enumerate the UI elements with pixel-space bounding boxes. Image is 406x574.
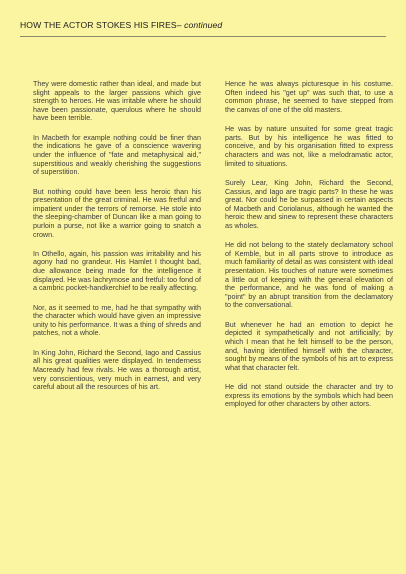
- page-title: HOW THE ACTOR STOKES HIS FIRES: [20, 20, 177, 30]
- paragraph: They were domestic rather than ideal, and made but slight appeals to the larger passions which give strength to heroes. He was irritable where he should have been passionate, querulous where he should have been terrible.: [33, 80, 201, 123]
- paragraph: He was by nature unsuited for some great tragic parts. But by his intelligence he was fitted to conceive, and by his organisation fitted to express characters and was not, like a melodramatic actor, limited to situations.: [225, 125, 393, 168]
- paragraph: In King John, Richard the Second, Iago and Cassius all his great qualities were displayed. In tenderness Macready had few rivals. He was a thorough artist, very conscientious, very much in earnest, and very careful about all the resources of his art.: [33, 348, 201, 392]
- right-column: [225, 80, 393, 409]
- paragraph: He did not stand outside the character and try to express its emotions by the symbols which had been employed for other characters by other actors.: [225, 383, 393, 409]
- paragraph: Surely Lear, King John, Richard the Second, Cassius, and Iago are tragic parts? In these he was great. Nor could he be surpassed in certain aspects of Macbeth and Coriolanus, although he wanted the heroic thew and sinew to represent these characters as wholes.: [225, 178, 393, 230]
- continued-label: – continued: [176, 20, 223, 30]
- page-header: [20, 20, 386, 30]
- left-column: [33, 80, 201, 392]
- paragraph: But nothing could have been less heroic than his presentation of the great criminal. He was fretful and impatient under the terrors of remorse. He stole into the sleeping-chamber of Duncan like a man going to purloin a purse, not like a warrior going to snatch a crown.: [33, 187, 201, 239]
- paragraph: In Othello, again, his passion was irritability and his agony had no grandeur. His Hamlet I thought bad, due allowance being made for the intelligence it displayed. He was lachrymose and fretful: too fond of a cambric pocket-handkerchief to be really affecting.: [33, 249, 201, 293]
- paragraph: In Macbeth for example nothing could be finer than the indications he gave of a conscience wavering under the influence of "fate and metaphysical aid," superstitious and weakly cherishing the suggestions of superstition.: [33, 133, 201, 177]
- paragraph: Nor, as it seemed to me, had he that sympathy with the character which would have given an impressive unity to his performance. It was a thing of shreds and patches, not a whole.: [33, 303, 201, 338]
- paragraph: He did not belong to the stately declamatory school of Kemble, but in all parts strove to introduce as much familiarity of detail as was consistent with ideal presentation. His touches of nature were sometimes a little out of keeping with the general elevation of the performance, and he was fond of making a "point" by an abrupt transition from the declamatory to the conversational.: [225, 241, 393, 310]
- paragraph: But whenever he had an emotion to depict he depicted it sympathetically and not artificially; by which I mean that he felt himself to be the person, and, having identified himself with the character, sought by means of the symbols of his art to express what that character felt.: [225, 320, 393, 372]
- paragraph: Hence he was always picturesque in his costume. Often indeed his "get up" was such that, to use a common phrase, he seemed to have stepped from the canvas of one of the old masters.: [225, 80, 393, 114]
- header-rule: [20, 36, 386, 37]
